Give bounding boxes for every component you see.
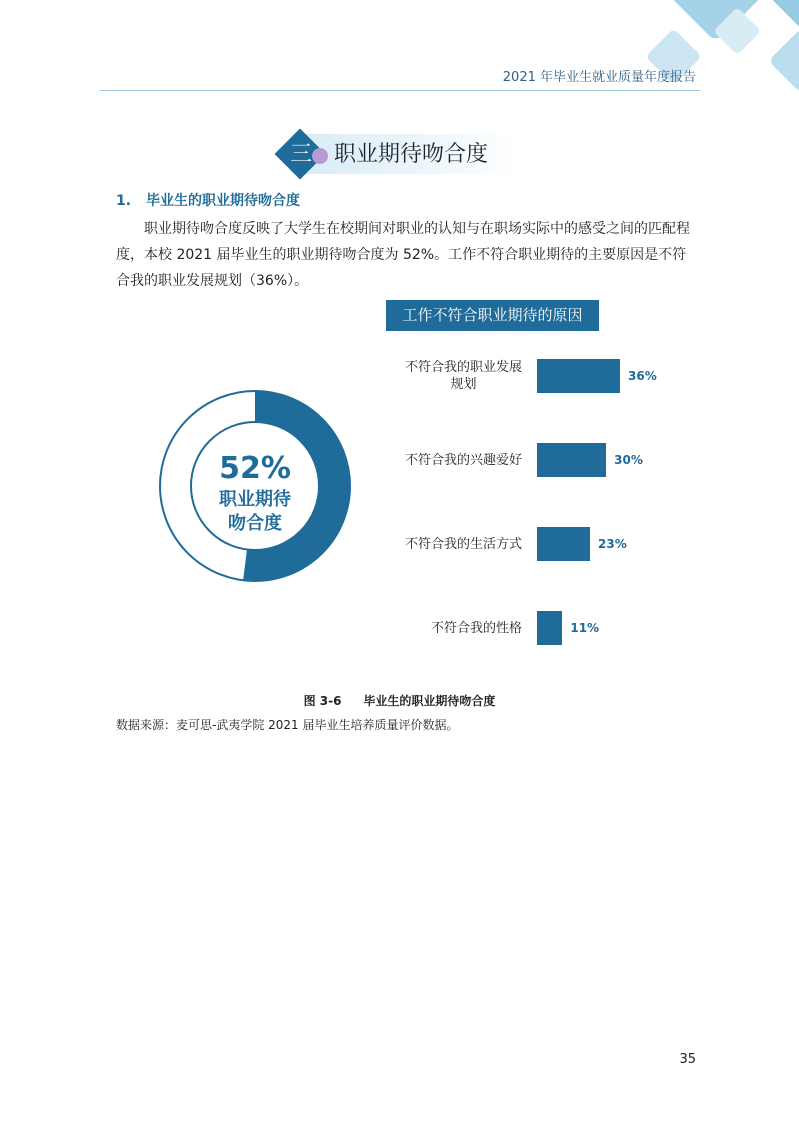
- section-number: 三: [289, 142, 312, 167]
- subheading-number: 1.: [116, 193, 132, 209]
- bar-value-label: 11%: [570, 621, 600, 635]
- bar-row: [380, 359, 700, 393]
- bar-category-label: 不符合我的兴趣爱好: [404, 452, 522, 468]
- section-title: 职业期待吻合度: [334, 142, 489, 167]
- donut-value: 52%: [219, 451, 291, 486]
- bar-chart: [380, 340, 700, 660]
- bar-value-label: 23%: [598, 537, 627, 551]
- page-number: 35: [679, 1052, 696, 1067]
- bar: [537, 359, 620, 393]
- header-title: 2021 年毕业生就业质量年度报告: [502, 70, 696, 85]
- bar-category-label: 不符合我的职业发展 规划: [404, 360, 522, 392]
- subheading: [116, 190, 300, 210]
- bar: [537, 527, 590, 561]
- body-paragraph: 职业期待吻合度反映了大学生在校期间对职业的认知与在职场实际中的感受之间的匹配程度，本校 2021 届毕业生的职业期待吻合度为 52%。工作不符合职业期待的主要原因是不符合我的职业发展规划（36%）。: [116, 221, 690, 289]
- bar-value-label: 30%: [614, 453, 643, 467]
- section-dot: [312, 148, 328, 164]
- subheading-text: 毕业生的职业期待吻合度: [146, 193, 300, 209]
- bar: [537, 611, 562, 645]
- bar-category-label: 不符合我的性格: [430, 620, 522, 636]
- bar: [537, 443, 606, 477]
- header-divider: [100, 90, 700, 91]
- figure-caption-text: 毕业生的职业期待吻合度: [363, 694, 496, 708]
- figure-caption: [0, 692, 799, 709]
- bar-row: [380, 527, 700, 561]
- bar-value-label: 36%: [628, 369, 657, 383]
- figure-number: 图 3-6: [303, 694, 342, 708]
- section-banner: [276, 128, 516, 182]
- donut-label-line-2: 吻合度: [228, 513, 282, 534]
- donut-label-line-1: 职业期待: [219, 489, 291, 510]
- data-source-note: 数据来源：麦可思-武夷学院 2021 届毕业生培养质量评价数据。: [116, 718, 459, 732]
- donut-center-label: [200, 450, 310, 536]
- bar-category-label: 不符合我的生活方式: [404, 536, 522, 552]
- bar-row: [380, 443, 700, 477]
- bar-chart-title: 工作不符合职业期待的原因: [386, 300, 599, 331]
- bar-row: [380, 611, 700, 645]
